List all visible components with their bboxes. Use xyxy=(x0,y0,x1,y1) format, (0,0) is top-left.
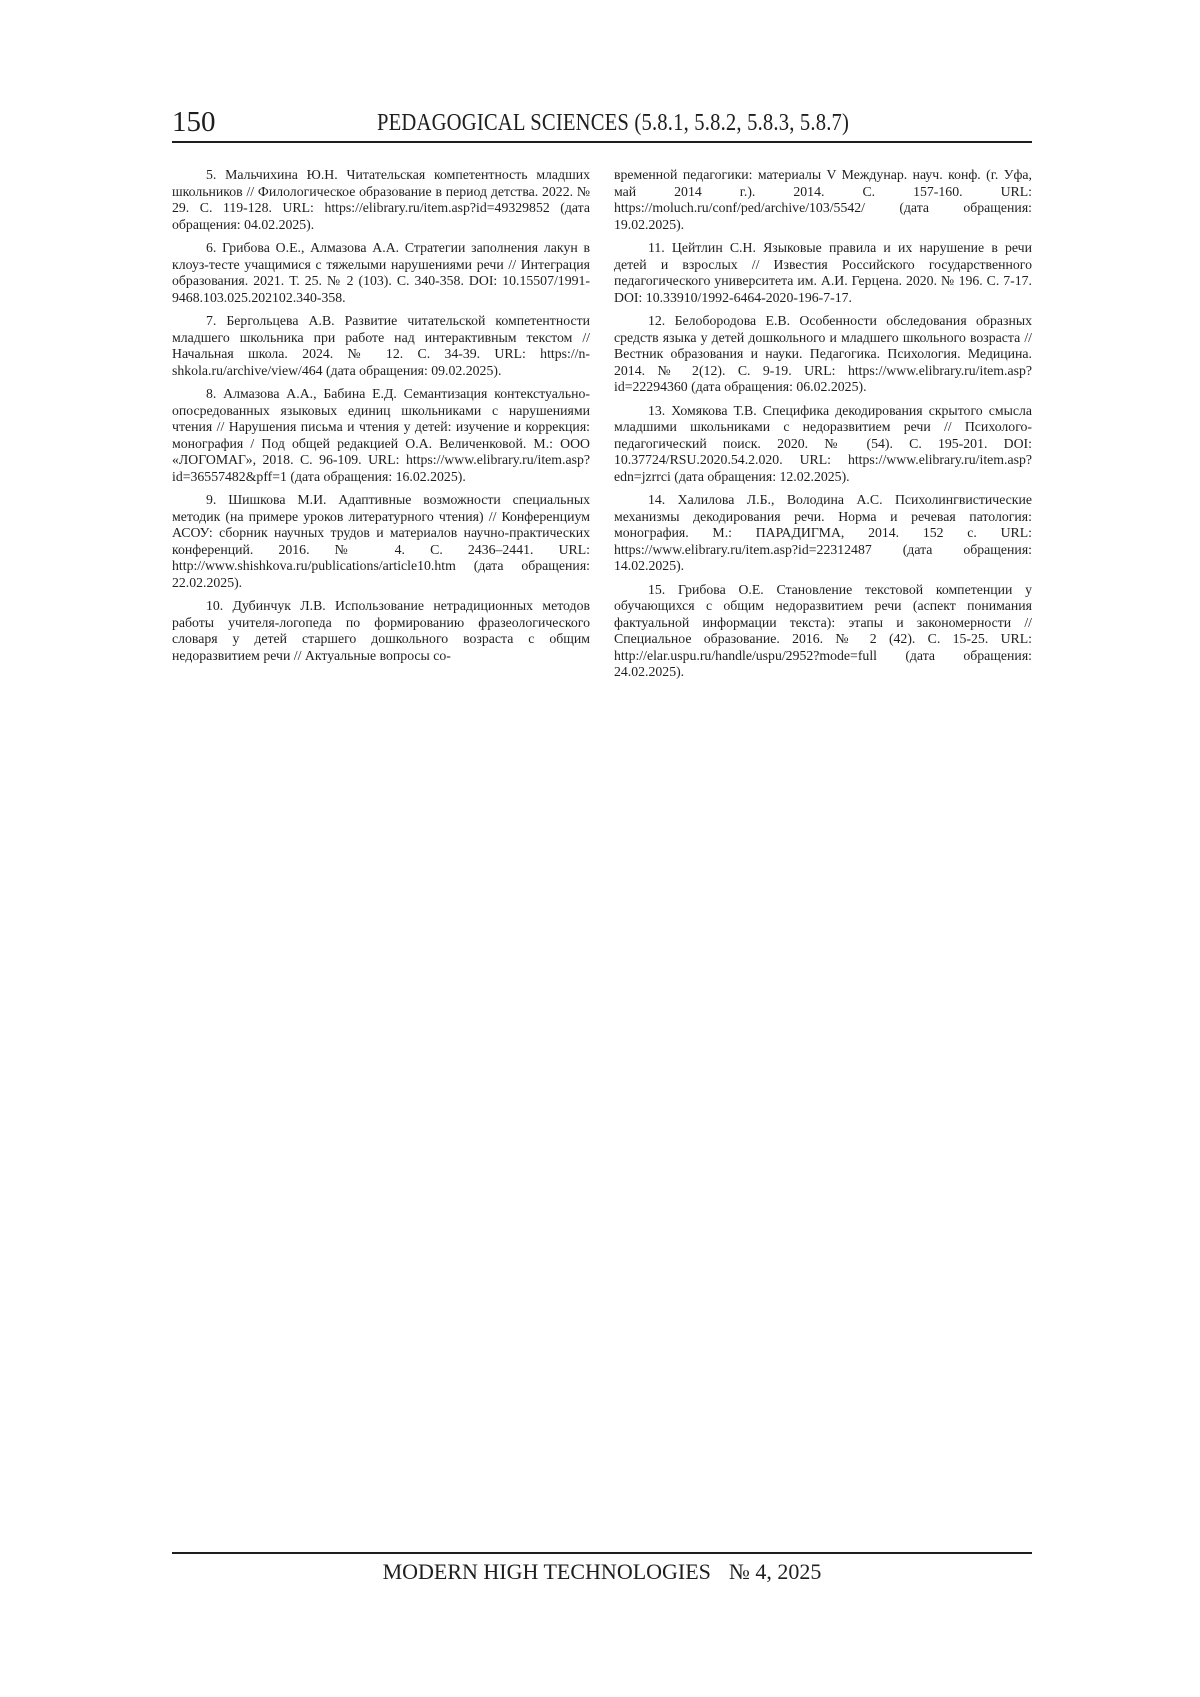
reference-item: 12. Белобородова Е.В. Особенности обследования образных средств языка у детей дошкольного и младшего школьного возраста // Вестник образования и науки. Педагогика. Психология. Медицина. 2014. № 2(12). С. 9-19. URL: https://www.elibrary.ru/item.asp?id=22294360 (дата обращения: 06.02.2025). xyxy=(614,313,1032,394)
footer-journal-name: MODERN HIGH TECHNOLOGIES xyxy=(382,1559,711,1584)
reference-item: 13. Хомякова Т.В. Специфика декодирования скрытого смысла младшими школьниками с недоразвитием речи // Психолого-педагогический поиск. 2020. № (54). С. 195-201. DOI: 10.37724/RSU.2020.54.2.020. URL: https://www.elibrary.ru/item.asp?edn=jzrrci (дата обращения: 12.02.2025). xyxy=(614,402,1032,484)
reference-item: 5. Мальчихина Ю.Н. Читательская компетентность младших школьников // Филологическое образование в период детства. 2022. № 29. С. 119-128. URL: https://elibrary.ru/item.asp?id=49329852 (дата обращения: 04.02.2025). xyxy=(172,167,590,232)
reference-item: 15. Грибова О.Е. Становление текстовой компетенции у обучающихся с общим недоразвитием речи (аспект понимания фактуальной информации текста): этапы и закономерности // Специальное образование. 2016. № 2 (42). С. 15-25. URL: http://elar.uspu.ru/handle/uspu/2952?mode=full (дата обращения: 24.02.2025). xyxy=(614,581,1032,679)
reference-item: 10. Дубинчук Л.В. Использование нетрадиционных методов работы учителя-логопеда по формированию фразеологического словаря у детей старшего дошкольного возраста с общим недоразвитием речи // Актуальные вопросы со- xyxy=(172,598,590,663)
references-left-column xyxy=(172,167,590,671)
references-right-column xyxy=(614,167,1032,688)
page-footer xyxy=(172,1558,1032,1586)
running-section-title: PEDAGOGICAL SCIENCES (5.8.1, 5.8.2, 5.8.3, 5.8.7) xyxy=(377,110,850,136)
footer-issue: № 4, 2025 xyxy=(728,1559,822,1584)
reference-item: 9. Шишкова М.И. Адаптивные возможности специальных методик (на примере уроков литературного чтения) // Конференциум АСОУ: сборник научных трудов и материалов научно-практических конференций. 2016. № 4. С. 2436–2441. URL: http://www.shishkova.ru/publications/article10.htm (дата обращения: 22.02.2025). xyxy=(172,492,590,590)
reference-item-continuation: временной педагогики: материалы V Междунар. науч. конф. (г. Уфа, май 2014 г.). 2014. С. 157-160. URL: https://moluch.ru/conf/ped/archive/103/5542/ (дата обращения: 19.02.2025). xyxy=(614,167,1032,232)
reference-item: 8. Алмазова А.А., Бабина Е.Д. Семантизация контекстуально-опосредованных языковых единиц школьниками с нарушениями чтения // Нарушения письма и чтения у детей: изучение и коррекция: монография / Под общей редакцией О.А. Величенковой. М.: ООО «ЛОГОМАГ», 2018. С. 96-109. URL: https://www.elibrary.ru/item.asp?id=36557482&pff=1 (дата обращения: 16.02.2025). xyxy=(172,386,590,484)
page-header xyxy=(172,104,1032,140)
reference-item: 6. Грибова О.Е., Алмазова А.А. Стратегии заполнения лакун в клоуз-тесте учащимися с тяжелыми нарушениями речи // Интеграция образования. 2021. Т. 25. № 2 (103). С. 340-358. DOI: 10.15507/1991-9468.103.025.202102.340-358. xyxy=(172,240,590,305)
reference-item: 14. Халилова Л.Б., Володина А.С. Психолингвистические механизмы декодирования речи. Норма и речевая патология: монография. М.: ПАРАДИГМА, 2014. 152 с. URL: https://www.elibrary.ru/item.asp?id=22312487 (дата обращения: 14.02.2025). xyxy=(614,492,1032,573)
page-number: 150 xyxy=(172,106,216,138)
reference-item: 7. Бергольцева А.В. Развитие читательской компетентности младшего школьника при работе над интерактивным текстом // Начальная школа. 2024. № 12. С. 34-39. URL: https://n-shkola.ru/archive/view/464 (дата обращения: 09.02.2025). xyxy=(172,313,590,378)
header-divider xyxy=(172,141,1032,143)
reference-item: 11. Цейтлин С.Н. Языковые правила и их нарушение в речи детей и взрослых // Известия Российского государственного педагогического университета им. А.И. Герцена. 2020. № 196. С. 7-17. DOI: 10.33910/1992-6464-2020-196-7-17. xyxy=(614,240,1032,305)
footer-divider xyxy=(172,1552,1032,1554)
